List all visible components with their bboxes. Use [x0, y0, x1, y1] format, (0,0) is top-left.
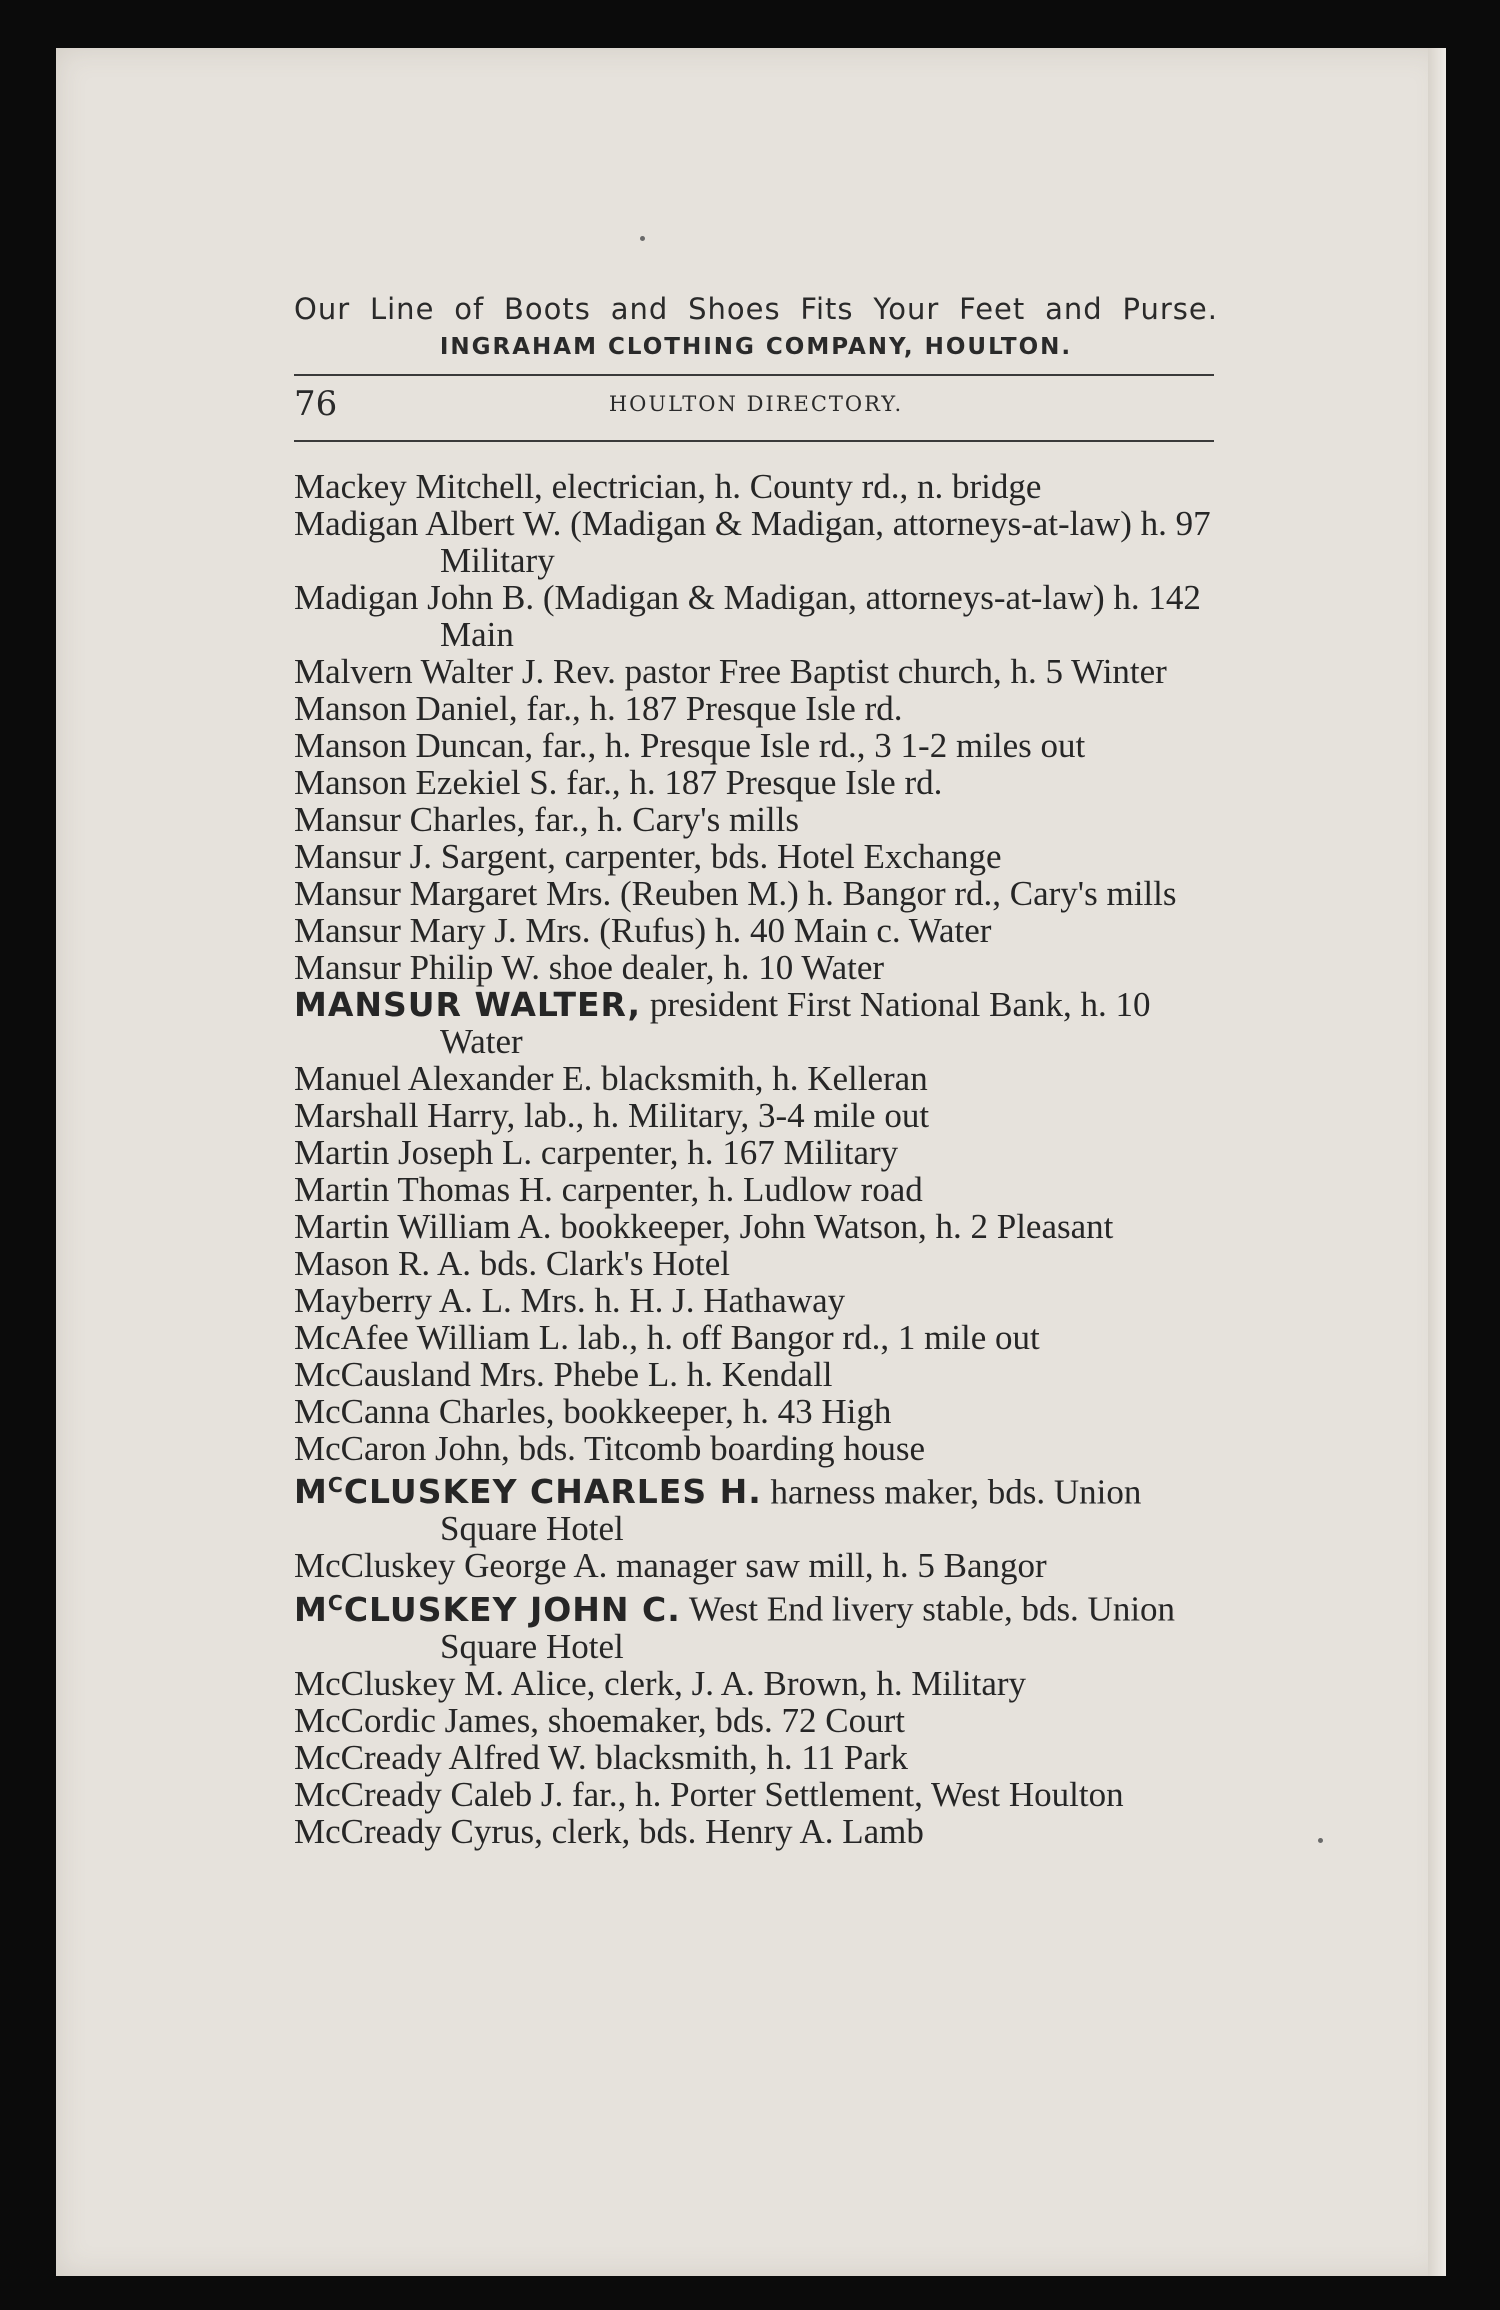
entry-name: McCanna Charles,: [294, 1392, 555, 1431]
entry-name: Marshall Harry,: [294, 1096, 516, 1135]
entry-details: blacksmith, h. 11 Park: [595, 1737, 909, 1777]
directory-entry: [294, 1739, 1218, 1776]
directory-entry: [294, 1208, 1218, 1245]
directory-entry: [294, 1319, 1218, 1356]
name-initial: M: [294, 1472, 328, 1512]
name-superscript: C: [327, 1590, 344, 1615]
entry-details: bds. Titcomb boarding house: [518, 1429, 925, 1468]
slogan-word: Your: [873, 292, 940, 326]
entry-details: far., h. 187 Presque Isle rd.: [526, 689, 903, 728]
entry-details: carpenter, h. 167 Military: [540, 1133, 899, 1172]
entry-name: Martin Thomas H.: [294, 1170, 553, 1209]
entry-name: [294, 1590, 681, 1629]
entry-name: Manson Ezekiel S.: [294, 763, 558, 802]
entry-details: blacksmith, h. Kelleran: [601, 1059, 928, 1098]
slogan-word: and: [1045, 292, 1103, 326]
paper-speck: [640, 236, 645, 241]
slogan-word: and: [610, 292, 669, 326]
directory-entry: [294, 838, 1218, 875]
entry-name: McCready Caleb J.: [294, 1774, 564, 1814]
slogan-word: Shoes: [688, 292, 781, 326]
entry-name: Mackey Mitchell,: [294, 467, 543, 506]
directory-entry: [294, 1356, 1218, 1393]
entry-details: (Rufus) h. 40 Main c. Water: [599, 911, 992, 950]
entry-details: shoe dealer, h. 10 Water: [548, 948, 885, 987]
entry-details: h. Kendall: [686, 1355, 833, 1394]
advertisement-company: INGRAHAM CLOTHING COMPANY, HOULTON.: [439, 334, 1073, 360]
entry-details: bookkeeper, h. 43 High: [563, 1392, 892, 1431]
entry-name: Madigan Albert W.: [294, 504, 562, 543]
entry-name: McCausland Mrs. Phebe L.: [294, 1355, 678, 1394]
entry-details: far., h. Porter Settlement, West Houlton: [571, 1774, 1124, 1814]
directory-entry-featured: [294, 1467, 1218, 1547]
advertisement-slogan: [294, 292, 1218, 326]
entry-name: McCready Cyrus,: [294, 1811, 543, 1851]
entry-name: Mansur Margaret Mrs.: [294, 874, 612, 913]
page-number: 76: [294, 384, 338, 424]
entry-details: far., h. 187 Presque Isle rd.: [566, 763, 943, 802]
directory-entry: [294, 1060, 1218, 1097]
entry-details: clerk, J. A. Brown, h. Military: [604, 1663, 1027, 1703]
entry-details: clerk, bds. Henry A. Lamb: [551, 1811, 924, 1851]
entry-name: MANSUR WALTER,: [294, 985, 642, 1024]
entry-name: Mason R. A.: [294, 1244, 471, 1283]
slogan-word: Purse.: [1122, 292, 1218, 326]
paper-speck: [1318, 1838, 1323, 1843]
slogan-word: Line: [369, 292, 435, 326]
directory-entry: [294, 579, 1218, 653]
running-head: HOULTON DIRECTORY.: [608, 392, 904, 416]
entry-details: (Madigan & Madigan, attorneys-at-law) h. 142 Main: [440, 578, 1201, 654]
directory-entry: [294, 1134, 1218, 1171]
entry-name: McCordic James,: [294, 1700, 539, 1740]
entry-details: (Madigan & Madigan, attorneys-at-law) h. 97 Military: [440, 504, 1211, 580]
entry-name: McCluskey George A.: [294, 1546, 608, 1586]
directory-entry: [294, 949, 1218, 986]
slogan-word: of: [454, 292, 485, 326]
entry-details: carpenter, h. Ludlow road: [561, 1170, 923, 1209]
entry-details: bds. Clark's Hotel: [479, 1244, 731, 1283]
header-rule-top: [294, 374, 1214, 376]
entry-details: far., h. Presque Isle rd., 3 1-2 miles out: [541, 726, 1086, 765]
entry-name: McCluskey M. Alice,: [294, 1663, 596, 1703]
entry-details: president First National Bank, h. 10 Water: [440, 985, 1151, 1061]
entry-details: (Reuben M.) h. Bangor rd., Cary's mills: [619, 874, 1177, 913]
directory-entry: [294, 1813, 1218, 1850]
name-superscript: C: [327, 1473, 344, 1497]
page-edge: [1428, 48, 1446, 2276]
directory-entry: [294, 1393, 1218, 1430]
directory-entry: [294, 875, 1218, 912]
name-rest: CLUSKEY CHARLES H.: [343, 1472, 762, 1512]
entry-name: Martin Joseph L.: [294, 1133, 533, 1172]
entry-details: shoemaker, bds. 72 Court: [547, 1700, 906, 1740]
slogan-word: Our: [294, 292, 351, 326]
slogan-word: Fits: [800, 292, 854, 326]
entry-name: Mansur J. Sargent,: [294, 837, 556, 876]
directory-entry: [294, 1547, 1218, 1584]
entry-name: McAfee William L.: [294, 1318, 569, 1357]
entry-details: far., h. Cary's mills: [534, 800, 800, 839]
directory-entry: [294, 1702, 1218, 1739]
directory-listing: [294, 468, 1218, 1850]
entry-name: Mansur Philip W.: [294, 948, 541, 987]
slogan-word: Boots: [504, 292, 591, 326]
entry-details: carpenter, bds. Hotel Exchange: [564, 837, 1002, 876]
directory-entry: [294, 727, 1218, 764]
directory-entry: [294, 1776, 1218, 1813]
entry-name: McCaron John,: [294, 1429, 510, 1468]
entry-details: bookkeeper, John Watson, h. 2 Pleasant: [560, 1207, 1114, 1246]
directory-entry: [294, 1665, 1218, 1702]
entry-name: Manson Daniel,: [294, 689, 518, 728]
entry-details: lab., h. Military, 3-4 mile out: [524, 1096, 930, 1135]
directory-entry-featured: [294, 986, 1218, 1060]
entry-details: manager saw mill, h. 5 Bangor: [616, 1546, 1047, 1586]
entry-details: h. H. J. Hathaway: [594, 1281, 846, 1320]
entry-details: West End livery stable, bds. Union Square Hotel: [440, 1589, 1176, 1666]
name-rest: CLUSKEY JOHN C.: [343, 1589, 681, 1629]
entry-name: Martin William A.: [294, 1207, 552, 1246]
entry-name: Mayberry A. L. Mrs.: [294, 1281, 586, 1320]
directory-entry: [294, 912, 1218, 949]
name-initial: M: [294, 1589, 328, 1629]
entry-name: Madigan John B.: [294, 578, 535, 617]
entry-name: Mansur Charles,: [294, 800, 526, 839]
entry-details: harness maker, bds. Union Square Hotel: [440, 1472, 1142, 1549]
directory-entry: [294, 1097, 1218, 1134]
directory-entry: [294, 764, 1218, 801]
directory-entry: [294, 1171, 1218, 1208]
entry-name: Manuel Alexander E.: [294, 1059, 593, 1098]
directory-entry: [294, 1282, 1218, 1319]
entry-details: Rev. pastor Free Baptist church, h. 5 Winter: [552, 652, 1167, 691]
entry-details: electrician, h. County rd., n. bridge: [551, 467, 1042, 506]
directory-entry: [294, 468, 1218, 505]
entry-name: [294, 1472, 762, 1511]
directory-entry-featured: [294, 1584, 1218, 1664]
entry-name: McCready Alfred W.: [294, 1737, 587, 1777]
entry-name: Manson Duncan,: [294, 726, 534, 765]
directory-entry: [294, 801, 1218, 838]
entry-name: Malvern Walter J.: [294, 652, 545, 691]
directory-entry: [294, 690, 1218, 727]
directory-entry: [294, 1430, 1218, 1467]
entry-name: Mansur Mary J. Mrs.: [294, 911, 591, 950]
entry-details: lab., h. off Bangor rd., 1 mile out: [577, 1318, 1040, 1357]
directory-entry: [294, 505, 1218, 579]
directory-entry: [294, 1245, 1218, 1282]
slogan-word: Feet: [959, 292, 1026, 326]
header-rule-bottom: [294, 440, 1214, 442]
directory-entry: [294, 653, 1218, 690]
